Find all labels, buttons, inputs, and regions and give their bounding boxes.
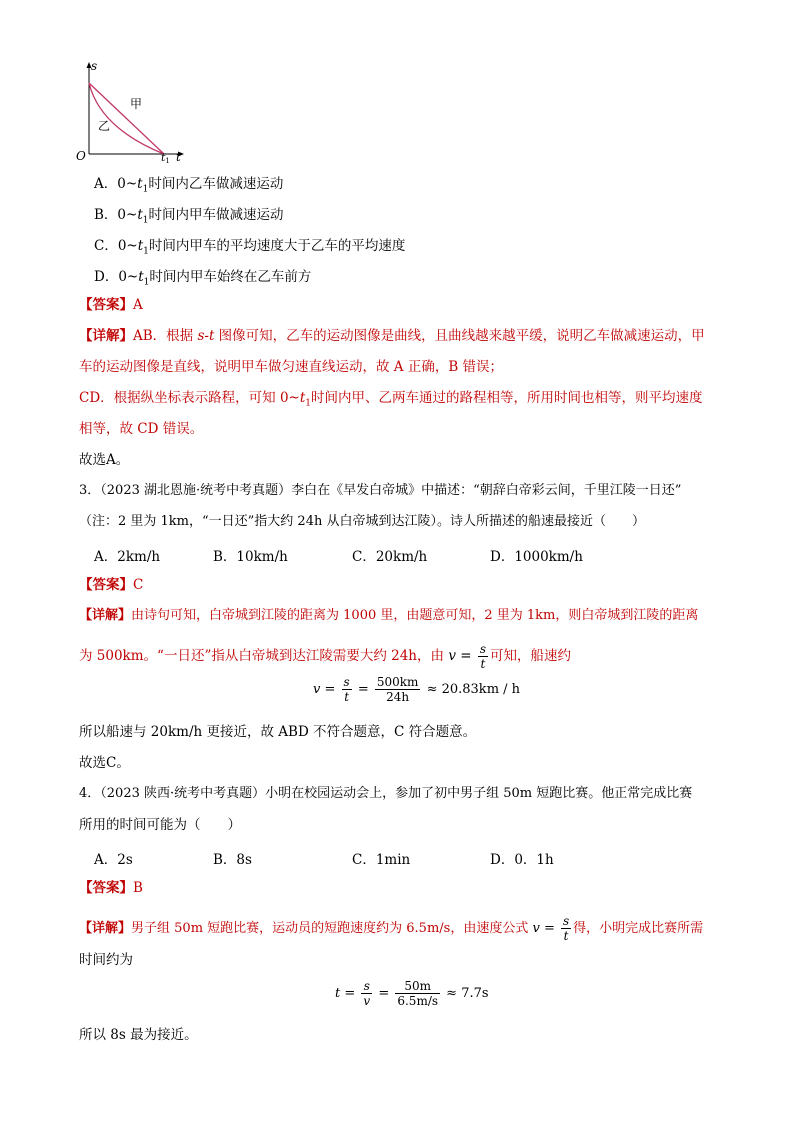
q4-inline-fraction: $\frac{s}{t}$ bbox=[563, 914, 570, 943]
q4-option-b: B．8s bbox=[213, 852, 252, 868]
q4-detail-line-3: 所以 8s 最为接近。 bbox=[79, 1027, 198, 1043]
q3-detail-line-1: 【详解】由诗句可知，白帝城到江陵的距离为 1000 里，由题意可知，2 里为 1km，则白帝城到江陵的距离 bbox=[79, 608, 699, 623]
q2-conclusion: 故选A。 bbox=[79, 452, 130, 468]
q2-answer: 【答案】A bbox=[79, 297, 143, 313]
q3-option-d: D．1000km/h bbox=[490, 549, 583, 565]
q4-option-c: C．1min bbox=[352, 852, 411, 868]
q4-option-a: A．2s bbox=[94, 852, 133, 868]
q3-formula: v = $\frac{s}{t}$ = $\frac{500km}{24h}$ ≈ 20.83km / h bbox=[313, 675, 521, 704]
jia-label: 甲 bbox=[130, 97, 143, 111]
q2-detail-line-1: 【详解】AB．根据 s-t 图像可知，乙车的运动图像是曲线，且曲线越来越平缓，说明乙车做减速运动，甲 bbox=[79, 328, 705, 344]
x-axis-label: t bbox=[176, 150, 181, 164]
q2-detail-line-4: 相等，故 CD 错误。 bbox=[79, 421, 204, 437]
yi-label: 乙 bbox=[98, 119, 111, 133]
q3-stem-line-1: 3．（2023 湖北恩施·统考中考真题）李白在《早发白帝城》中描述：“朝辞白帝彩云间，千里江陵一日还” bbox=[79, 483, 682, 498]
q4-option-d: D．0．1h bbox=[490, 852, 554, 868]
q4-stem-line-2: 所用的时间可能为（ ） bbox=[79, 817, 241, 833]
q2-option-b: B．$0\sim t_1$时间内甲车做减速运动 bbox=[94, 207, 284, 226]
st-graph bbox=[72, 58, 192, 166]
q3-inline-fraction: $\frac{s}{t}$ bbox=[479, 642, 487, 671]
q3-answer: 【答案】C bbox=[79, 577, 144, 593]
q4-detail-line-1: 【详解】男子组 50m 短跑比赛，运动员的短跑速度约为 6.5m/s，由速度公式 v = $\frac{s}{t}$ 得，小明完成比赛所需 bbox=[79, 914, 704, 943]
q2-option-a: A．$0\sim t_1$时间内乙车做减速运动 bbox=[94, 176, 284, 195]
q2-detail-line-2: 车的运动图像是直线，说明甲车做匀速直线运动，故 A 正确，B 错误； bbox=[79, 359, 504, 375]
q3-detail-line-2: 为 500km。“一日还”指从白帝城到达江陵需要大约 24h，由 v = $\frac{s}{t}$ 可知，船速约 bbox=[79, 642, 572, 671]
t1-label: t1 bbox=[161, 151, 170, 165]
q3-option-c: C．20km/h bbox=[352, 549, 428, 565]
q3-detail-line-3: 所以船速与 20km/h 更接近，故 ABD 不符合题意，C 符合题意。 bbox=[79, 724, 477, 740]
q4-answer: 【答案】B bbox=[79, 880, 143, 896]
q4-formula: t = $\frac{s}{v}$ = $\frac{50m}{6.5m/s}$ ≈ 7.7s bbox=[335, 979, 489, 1008]
q3-stem-line-2: （注：2 里为 1km，“一日还”指大约 24h 从白帝城到达江陵）。诗人所描述的船速最接近（ ） bbox=[79, 514, 645, 529]
q3-conclusion: 故选C。 bbox=[79, 755, 130, 771]
q4-detail-line-2: 时间约为 bbox=[79, 952, 133, 968]
q2-detail-line-3: CD．根据纵坐标表示路程，可知 $0\sim t_1$时间内甲、乙两车通过的路程相等，所用时间也相等，则平均速度 bbox=[79, 390, 703, 409]
q2-option-c: C．$0\sim t_1$时间内甲车的平均速度大于乙车的平均速度 bbox=[94, 238, 406, 257]
q2-option-d: D．$0\sim t_1$时间内甲车始终在乙车前方 bbox=[94, 269, 312, 288]
q4-stem-line-1: 4．（2023 陕西·统考中考真题）小明在校园运动会上，参加了初中男子组 50m 短跑比赛。他正常完成比赛 bbox=[79, 786, 693, 801]
origin-label: O bbox=[76, 149, 86, 163]
q3-option-b: B．10km/h bbox=[213, 549, 288, 565]
q3-option-a: A．2km/h bbox=[94, 549, 161, 565]
y-axis-label: s bbox=[91, 59, 98, 73]
